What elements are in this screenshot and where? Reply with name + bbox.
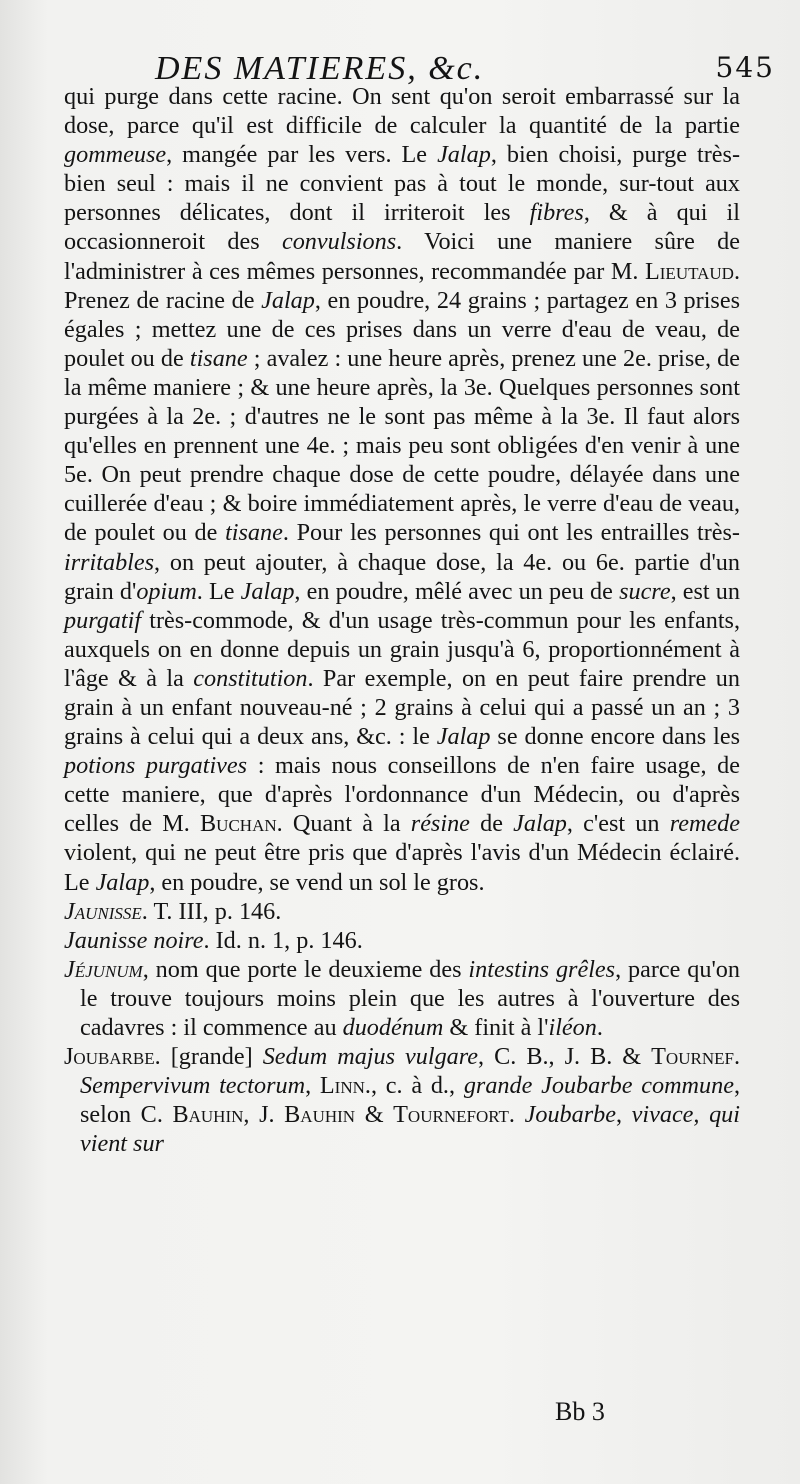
entry-jaunisse: Jaunisse. T. III, p. 146.: [64, 897, 282, 925]
page-number: 545: [715, 51, 775, 84]
entry-term: Jéjunum: [64, 955, 143, 983]
entry-term: Joubarbe: [64, 1043, 155, 1071]
jalap-paragraph: qui purge dans cette racine. On sent qu'on seroit embarrassé sur la dose, parce qu'il est difficile de calculer la quantité de la partie gommeuse, mangée par les vers. Le Jalap, bien choisi, purge très-bien seul : mais il ne convient pas à tout le monde, sur-tout aux personnes délicates, dont il irriteroit les fibres, & à qui il occasionneroit des convulsions. Voici une maniere sûre de l'administrer à ces mêmes personnes, recommandée par M. Lieutaud. Prenez de racine de Jalap, en poudre, 24 grains ; partagez en 3 prises égales ; mettez une de ces prises dans un verre d'eau de veau, de poulet ou de tisane ; avalez : une heure après, prenez une 2e. prise, de la même maniere ; & une heure après, la 3e. Quelques personnes sont purgées à la 2e. ; d'autres ne le sont pas même à la 3e. Il faut alors qu'elles en prennent une 4e. ; mais peu sont obligées d'en venir à une 5e. On peut prendre chaque dose de cette poudre, délayée dans une cuillerée d'eau ; & boire immédiatement après, le verre d'eau de veau, de poulet ou de tisane. Pour les personnes qui ont les entrailles très-irritables, on peut ajouter, à chaque dose, la 4e. ou 6e. partie d'un grain d'opium. Le Jalap, en poudre, mêlé avec un peu de sucre, est un purgatif très-commode, & d'un usage très-commun pour les enfants, auxquels on en donne depuis un grain jusqu'à 6, proportionnément à l'âge & à la constitution. Par exemple, on en peut faire prendre un grain à un enfant nouveau-né ; 2 grains à celui qui a passé un an ; 3 grains à celui qui a deux ans, &c. : le Jalap se donne encore dans les potions purgatives : mais nous conseillons de n'en faire usage, de cette maniere, que d'après l'ordonnance d'un Médecin, ou d'après celles de M. Buchan. Quant à la résine de Jalap, c'est un remede violent, qui ne peut être pris que d'après l'avis d'un Médecin éclairé. Le Jalap, en poudre, se vend un sol le gros.: [64, 83, 740, 896]
entry-jaunisse-noire: Jaunisse noire. Id. n. 1, p. 146.: [64, 926, 363, 954]
header-title: DES MATIERES, &c.: [155, 50, 485, 87]
entry-term: Jaunisse: [64, 897, 142, 925]
signature-mark: Bb 3: [555, 1397, 605, 1426]
entry-term: Jaunisse noire: [64, 926, 204, 954]
entry-jejunum: Jéjunum, nom que porte le deuxieme des intestins grêles, parce qu'on le trouve toujours moins plein que les autres à l'ouverture des cadavres : il commence au duodénum & finit à l'iléon.: [64, 955, 740, 1041]
text-body: [64, 82, 740, 1158]
entry-joubarbe: Joubarbe. [grande] Sedum majus vulgare, C. B., J. B. & Tournef. Sempervivum tectorum, Linn., c. à d., grande Joubarbe commune, selon C. Bauhin, J. Bauhin & Tournefort. Joubarbe, vivace, qui vient sur: [64, 1043, 740, 1158]
